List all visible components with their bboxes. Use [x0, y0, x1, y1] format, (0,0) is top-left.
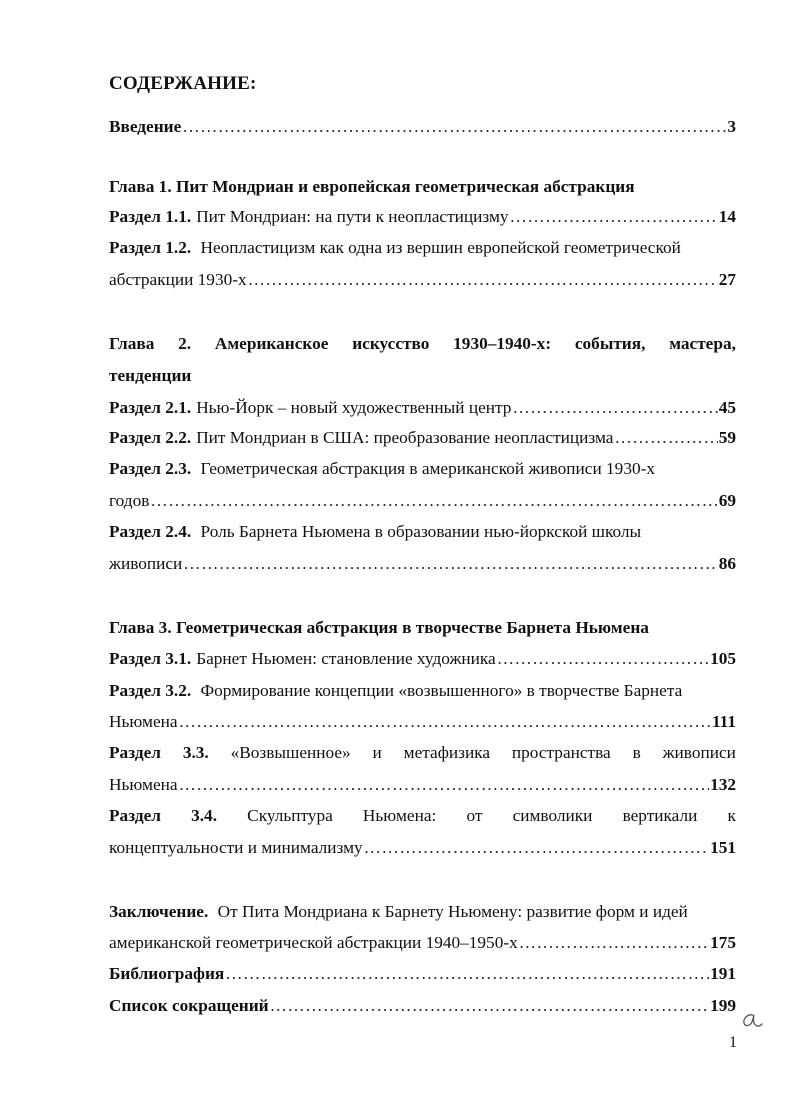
toc-entry-section-3-3-line1[interactable] — [109, 742, 736, 764]
heading-word: Американское — [214, 334, 329, 353]
entry-page-number: 132 — [710, 775, 736, 794]
entry-text: годов — [109, 491, 150, 510]
entry-text-word: вертикали — [622, 806, 698, 825]
dot-leader — [614, 427, 717, 449]
entry-text: Пит Мондриан: на пути к неопластицизму — [196, 207, 509, 226]
entry-page-number: 14 — [718, 207, 736, 226]
entry-text: американской геометрической абстракции 1940–1950-х — [109, 933, 518, 952]
entry-text: Ньюмена — [109, 775, 178, 794]
entry-page-number: 105 — [710, 649, 736, 668]
entry-label: Заключение. — [109, 902, 209, 921]
toc-entry-introduction[interactable] — [109, 116, 736, 138]
entry-text: живописи — [109, 554, 183, 573]
entry-text-word: и — [372, 743, 382, 762]
dot-leader — [150, 490, 717, 512]
heading-word: искусство — [352, 334, 430, 353]
toc-entry-section-3-2-line1[interactable] — [109, 680, 736, 702]
dot-leader — [270, 995, 709, 1017]
entry-label: Раздел 1.2. — [109, 238, 192, 257]
dot-leader — [182, 116, 726, 138]
entry-label: Раздел 3.1. — [109, 649, 192, 668]
toc-entry-conclusion-line2[interactable] — [109, 932, 736, 954]
entry-text: От Пита Мондриана к Барнету Ньюмену: развитие форм и идей — [217, 902, 688, 921]
entry-label: Раздел 1.1. — [109, 207, 192, 226]
entry-text: Формирование концепции «возвышенного» в творчестве Барнета — [200, 681, 683, 700]
entry-page-number: 59 — [718, 428, 736, 447]
entry-label: Раздел 3.2. — [109, 681, 192, 700]
dot-leader — [497, 648, 709, 670]
heading-word: 1930–1940-х: — [453, 334, 552, 353]
entry-text-word: Скульптура — [247, 806, 333, 825]
entry-label: Раздел 2.2. — [109, 428, 192, 447]
toc-entry-section-3-3-line2[interactable] — [109, 774, 736, 796]
toc-title: СОДЕРЖАНИЕ: — [109, 73, 257, 94]
entry-text: Пит Мондриан в США: преобразование неопластицизма — [196, 428, 614, 447]
entry-page-number: 27 — [718, 270, 736, 289]
entry-text-word: к — [727, 806, 736, 825]
dot-leader — [364, 837, 709, 859]
entry-text: Геометрическая абстракция в американской живописи 1930-х — [200, 459, 655, 478]
entry-page-number: 86 — [718, 554, 736, 573]
entry-text: концептуальности и минимализму — [109, 838, 363, 857]
toc-entry-section-2-4-line1[interactable] — [109, 521, 736, 543]
toc-entry-section-1-2-line1[interactable] — [109, 237, 736, 259]
entry-text-word: «Возвышенное» — [230, 743, 351, 762]
heading-word: мастера, — [669, 334, 736, 353]
entry-text: Ньюмена — [109, 712, 178, 731]
entry-label: Раздел 2.3. — [109, 459, 192, 478]
toc-entry-abbreviations[interactable] — [109, 995, 736, 1017]
entry-label-word: Раздел — [109, 743, 161, 762]
entry-text-word: пространства — [511, 743, 611, 762]
entry-text-word: метафизика — [403, 743, 491, 762]
entry-text: Барнет Ньюмен: становление художника — [196, 649, 496, 668]
toc-entry-section-3-4-line1[interactable] — [109, 805, 736, 827]
heading-word: 2. — [178, 334, 192, 353]
toc-entry-section-2-3-line2[interactable] — [109, 490, 736, 512]
entry-text: Роль Барнета Ньюмена в образовании нью-йоркской школы — [200, 522, 642, 541]
chapter-2-heading-line1[interactable] — [109, 333, 736, 355]
entry-text-word: Ньюмена: — [362, 806, 437, 825]
toc-entry-conclusion-line1[interactable] — [109, 901, 736, 923]
dot-leader — [512, 397, 717, 419]
entry-text: Неопластицизм как одна из вершин европейской геометрической — [200, 238, 681, 257]
toc-entry-section-2-3-line1[interactable] — [109, 458, 736, 480]
toc-entry-section-1-1[interactable] — [109, 206, 736, 228]
entry-page-number: 3 — [727, 117, 736, 136]
toc-entry-section-3-2-line2[interactable] — [109, 711, 736, 733]
page-number: 1 — [729, 1034, 737, 1051]
entry-page-number: 45 — [718, 398, 736, 417]
entry-page-number: 191 — [710, 964, 736, 983]
toc-entry-section-2-4-line2[interactable] — [109, 553, 736, 575]
entry-page-number: 199 — [710, 996, 736, 1015]
dot-leader — [179, 711, 711, 733]
dot-leader — [179, 774, 710, 796]
entry-label-word: 3.3. — [182, 743, 209, 762]
dot-leader — [248, 269, 718, 291]
entry-text: абстракции 1930-х — [109, 270, 247, 289]
dot-leader — [510, 206, 718, 228]
dot-leader — [519, 932, 709, 954]
entry-label: Введение — [109, 117, 182, 136]
entry-label-word: 3.4. — [191, 806, 218, 825]
entry-label-word: Раздел — [109, 806, 161, 825]
entry-page-number: 69 — [718, 491, 736, 510]
entry-text-word: в — [632, 743, 641, 762]
dot-leader — [225, 963, 709, 985]
toc-entry-section-3-4-line2[interactable] — [109, 837, 736, 859]
toc-entry-section-1-2-line2[interactable] — [109, 269, 736, 291]
toc-entry-section-2-1[interactable] — [109, 397, 736, 419]
entry-text: Нью-Йорк – новый художественный центр — [196, 398, 512, 417]
dot-leader — [183, 553, 717, 575]
entry-text-word: живописи — [662, 743, 736, 762]
entry-label: Список сокращений — [109, 996, 269, 1015]
entry-label: Раздел 2.1. — [109, 398, 192, 417]
heading-word: Глава — [109, 334, 155, 353]
entry-text-word: символики — [512, 806, 593, 825]
chapter-1-heading[interactable]: Глава 1. Пит Мондриан и европейская геометрическая абстракция — [109, 177, 635, 196]
entry-page-number: 151 — [710, 838, 736, 857]
toc-entry-section-3-1[interactable] — [109, 648, 736, 670]
toc-entry-section-2-2[interactable] — [109, 427, 736, 449]
entry-text-word: от — [466, 806, 483, 825]
entry-page-number: 175 — [710, 933, 736, 952]
chapter-3-heading[interactable]: Глава 3. Геометрическая абстракция в творчестве Барнета Ньюмена — [109, 618, 649, 637]
toc-entry-bibliography[interactable] — [109, 963, 736, 985]
entry-page-number: 111 — [711, 712, 736, 731]
entry-label: Библиография — [109, 964, 225, 983]
heading-word: события, — [574, 334, 646, 353]
chapter-2-heading-line2[interactable]: тенденции — [109, 366, 192, 385]
handwritten-pencil-mark — [738, 1010, 764, 1036]
entry-label: Раздел 2.4. — [109, 522, 192, 541]
